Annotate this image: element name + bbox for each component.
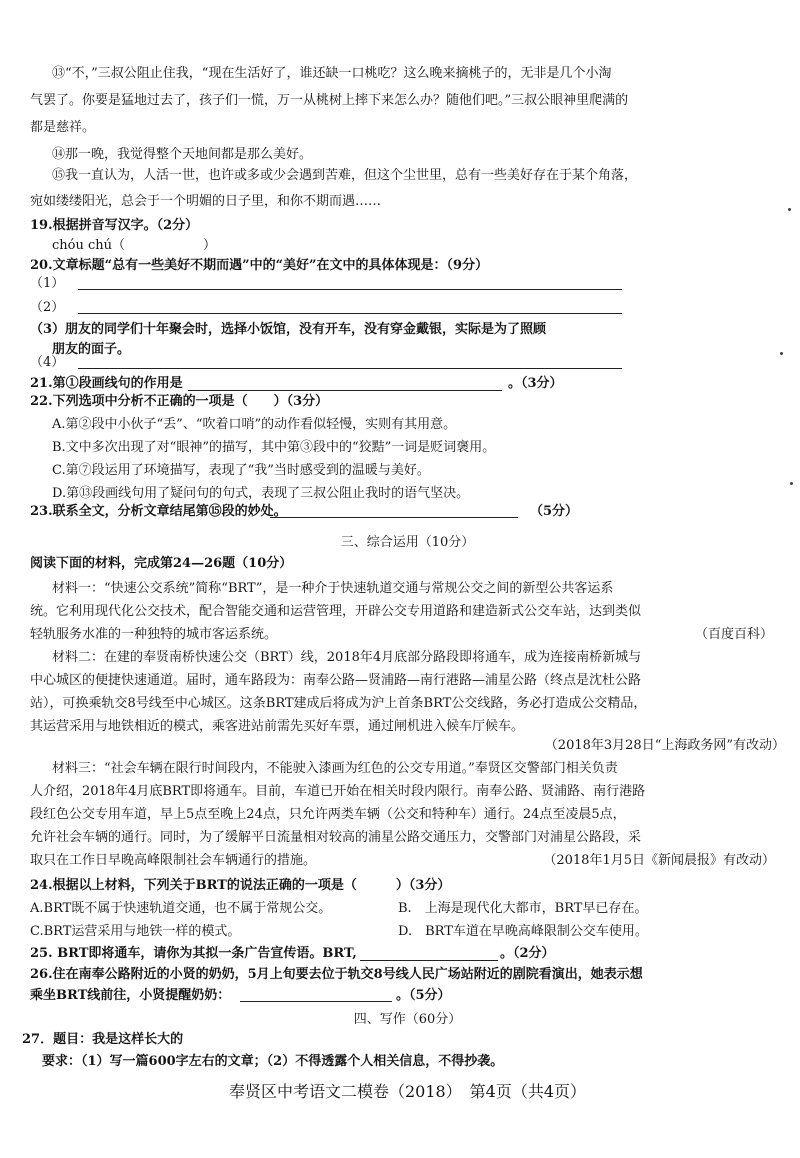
- scan-speck: [788, 208, 791, 211]
- paragraph-13-line-3: 都是慈祥。: [30, 120, 96, 135]
- material-3-line-2: 人介绍，2018年4月底BRT即将通车。目前，车道已开始在相关时段内限行。南奉公路、贤浦路、南行港路: [30, 784, 646, 799]
- material-3-line-4: 允许社会车辆的通行。同时，为了缓解平日流量相对较高的浦星公路交通压力，交警部门对浦星公路段，采: [30, 830, 642, 845]
- paragraph-15-line-2: 宛如缕缕阳光，总会于一个明媚的日子里，和你不期而遇……: [30, 194, 382, 209]
- section-4-title: 四、写作（60分）: [353, 1012, 462, 1027]
- question-19-pinyin: chóu chú（ ）: [52, 238, 217, 253]
- question-20-item-3: （3）朋友的同学们十年聚会时，选择小饭馆，没有开车，没有穿金戴银，实际是为了照顾: [30, 322, 547, 337]
- material-1-line-3: 轻轨服务水准的一种独特的城市客运系统。: [30, 627, 278, 642]
- question-24-option-b: B. 上海是现代化大都市，BRT早已存在。: [398, 901, 648, 916]
- material-2-line-2: 中心城区的便捷快速通道。届时，通车路段为：南奉公路—贤浦路—南行港路—浦星公路（终点是沈杜公路: [30, 673, 642, 688]
- scan-speck: [790, 482, 793, 485]
- question-24: 24.根据以上材料，下列关于BRT的说法正确的一项是（ ）（3分）: [30, 878, 451, 893]
- question-20: 20.文章标题“总有一些美好不期而遇”中的“美好”在文中的具体体现是：（9分）: [30, 258, 489, 273]
- section-3-intro: 阅读下面的材料，完成第24—26题（10分）: [30, 556, 293, 571]
- question-20-item-3-cont: 朋友的面子。: [52, 342, 131, 357]
- question-22-option-b: B.文中多次出现了对“眼神”的描写，其中第③段中的“狡黠”一词是贬词褒用。: [52, 440, 496, 455]
- material-1-source: （百度百科）: [694, 627, 773, 642]
- answer-line-25[interactable]: [360, 960, 498, 961]
- question-22-option-d: D.第⑬段画线句用了疑问句的句式，表现了三叔公阻止我时的语气坚决。: [52, 486, 470, 501]
- question-25-score: 。（2分）: [500, 946, 555, 961]
- material-3-line-1: 材料三：“社会车辆在限行时间段内，不能驶入漆画为红色的公交专用道。”奉贤区交警部门相关负责: [52, 761, 618, 776]
- answer-line-20-4[interactable]: [78, 368, 622, 369]
- material-2-line-3: 站），可换乘轨交8号线至中心城区。这条BRT建成后将成为沪上首条BRT公交线路，务必打造成公交精品，: [30, 696, 647, 711]
- exam-page: [22, 0, 785, 1158]
- material-2-line-4: 其运营采用与地铁相近的模式，乘客进站前需先买好车票，通过闸机进入候车厅候车。: [30, 719, 525, 734]
- section-3-title: 三、综合运用（10分）: [340, 535, 475, 550]
- question-26-line-2: 乘坐BRT线前往，小贤提醒奶奶：: [30, 988, 231, 1003]
- question-20-item-2: （2）: [30, 300, 65, 315]
- question-25: 25. BRT即将通车，请你为其拟一条广告宣传语。BRT,: [30, 946, 357, 961]
- material-2-source: （2018年3月28日“上海政务网”有改动）: [544, 738, 785, 753]
- question-22-option-a: A.第②段中小伙子“丢”、“吹着口哨”的动作看似轻慢，实则有其用意。: [52, 417, 457, 432]
- question-26-line-1: 26.住在南奉公路附近的小贤的奶奶，5月上旬要去位于轨交8号线人民广场站附近的剧院看演出，她表示想: [30, 967, 643, 982]
- material-3-line-5: 取只在工作日早晚高峰限制社会车辆通行的措施。: [30, 853, 317, 868]
- paragraph-13-line-1: ⑬“不，”三叔公阻止住我，“现在生活好了，谁还缺一口桃吃？这么晚来摘桃子的，无非是几个小淘: [52, 66, 612, 81]
- question-21-score: 。（3分）: [508, 376, 563, 391]
- question-27: 27．题目：我是这样长大的: [22, 1032, 184, 1047]
- answer-line-20-2[interactable]: [78, 313, 622, 314]
- paragraph-15-line-1: ⑮我一直认为，人活一世，也许或多或少会遇到苦难，但这个尘世里，总有一些美好存在于某个角落，: [52, 168, 638, 183]
- question-22: 22.下列选项中分析不正确的一项是（ ）（3分）: [30, 394, 329, 409]
- answer-line-23[interactable]: [270, 517, 518, 518]
- question-20-item-4: （4）: [30, 355, 65, 370]
- question-23: 23.联系全文，分析文章结尾第⑮段的妙处。: [30, 504, 287, 519]
- paragraph-14: ⑭那一晚，我觉得整个天地间都是那么美好。: [52, 147, 313, 162]
- answer-line-21[interactable]: [188, 390, 502, 391]
- question-23-score: （5分）: [530, 504, 579, 519]
- answer-line-26[interactable]: [240, 1001, 392, 1002]
- question-24-option-d: D. BRT车道在早晚高峰限制公交车使用。: [398, 924, 648, 939]
- question-21: 21.第①段画线句的作用是: [30, 376, 183, 391]
- question-22-option-c: C.第⑦段运用了环境描写，表现了“我”当时感受到的温暖与美好。: [52, 463, 430, 478]
- material-2-line-1: 材料二：在建的奉贤南桥快速公交（BRT）线，2018年4月底部分路段即将通车，成为连接南桥新城与: [52, 650, 642, 665]
- answer-line-20-1[interactable]: [78, 289, 622, 290]
- question-24-option-c: C.BRT运营采用与地铁一样的模式。: [30, 924, 241, 939]
- page-footer: 奉贤区中考语文二模卷（2018） 第4页（共4页）: [228, 1082, 587, 1101]
- paragraph-13-line-2: 气罢了。你要是猛地过去了，孩子们一慌，万一从桃树上摔下来怎么办？随他们吧。”三叔公眼神里爬满的: [30, 93, 629, 108]
- material-3-source: （2018年1月5日《新闻晨报》有改动）: [543, 853, 775, 868]
- material-1-line-1: 材料一：“快速公交系统”简称“BRT”，是一种介于快速轨道交通与常规公交之间的新型公共客运系: [52, 581, 614, 596]
- question-20-item-1: （1）: [30, 276, 65, 291]
- material-1-line-2: 统。它利用现代化公交技术，配合智能交通和运营管理，开辟公交专用道路和建造新式公交车站，达到类似: [30, 604, 642, 619]
- writing-requirements: 要求：（1）写一篇600字左右的文章；（2）不得透露个人相关信息，不得抄袭。: [42, 1054, 504, 1069]
- material-3-line-3: 段红色公交专用车道，早上5点至晚上24点，只允许两类车辆（公交和特种车）通行。24点至凌晨5点，: [30, 807, 626, 822]
- question-24-option-a: A.BRT既不属于快速轨道交通，也不属于常规公交。: [30, 901, 332, 916]
- question-19: 19.根据拼音写汉字。（2分）: [30, 218, 199, 233]
- question-26-score: 。（5分）: [396, 988, 451, 1003]
- scan-speck: [780, 352, 783, 355]
